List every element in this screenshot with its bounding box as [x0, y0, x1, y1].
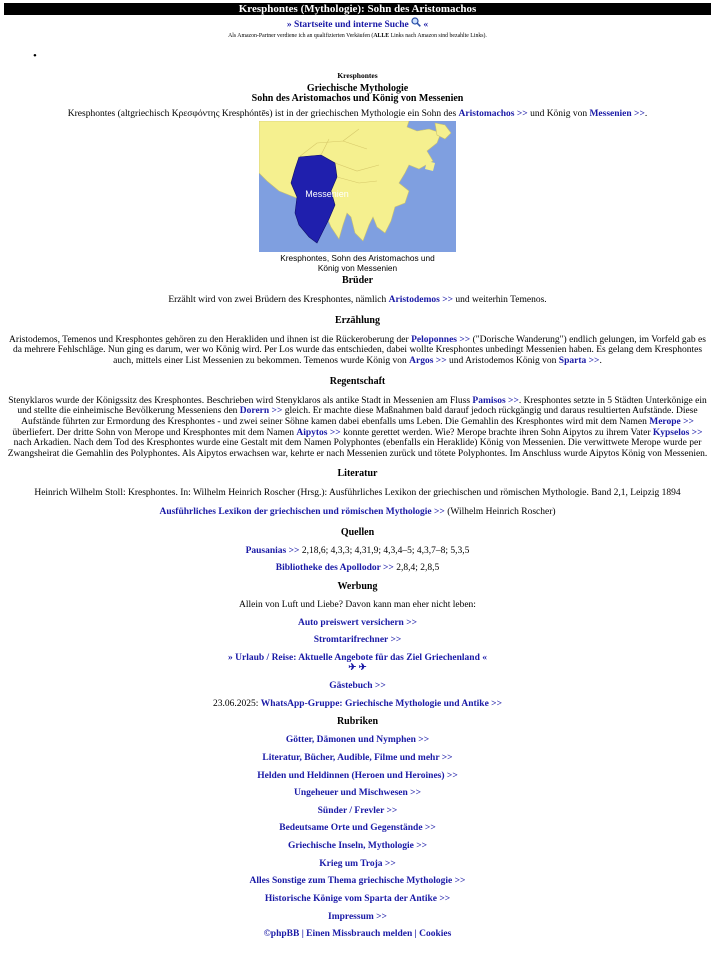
rubriken-list — [0, 735, 715, 922]
kypselos-link[interactable]: Kypselos >> — [652, 427, 703, 438]
aristomachos-link[interactable]: Aristomachos >> — [458, 108, 528, 119]
map-caption-line-2: König von Messenien — [317, 263, 398, 274]
whatsapp-link[interactable]: WhatsApp-Gruppe: Griechische Mythologie und Antike >> — [260, 698, 502, 709]
article-heading — [0, 84, 715, 104]
brueder-text-a: Erzählt wird von zwei Brüdern des Kresphontes, nämlich — [168, 295, 389, 306]
rubrik-orte-link[interactable]: Bedeutsame Orte und Gegenstände >> — [279, 823, 436, 834]
section-title-brueder: Brüder — [341, 275, 374, 287]
amazon-text-b: ALLE — [373, 32, 390, 39]
urlaub-left-marker: » — [228, 652, 233, 663]
argos-link[interactable]: Argos >> — [409, 356, 447, 366]
brueder-text-b: und weiterhin Temenos. — [453, 295, 547, 306]
magnifier-icon[interactable] — [411, 19, 423, 29]
section-title-werbung: Werbung — [337, 580, 378, 592]
article-kicker: Kresphontes — [337, 71, 378, 81]
section-title-quellen: Quellen — [340, 526, 375, 538]
dorern-link[interactable]: Dorern >> — [239, 406, 283, 417]
urlaub-link[interactable]: Urlaub / Reise: Aktuelle Angebote für das Ziel Griechenland — [235, 652, 480, 663]
impressum-link[interactable]: Impressum >> — [328, 911, 387, 922]
rubrik-item — [4, 894, 711, 905]
airplane-icons: ✈ ✈ — [348, 663, 367, 674]
lexikon-author: (Wilhelm Heinrich Roscher) — [444, 507, 556, 517]
home-search-link[interactable]: Startseite und interne Suche — [293, 20, 409, 30]
rubrik-item — [4, 788, 711, 799]
reg-text-d: überliefert. Der dritte Sohn von Merope und Kresphontes mit dem Namen — [12, 427, 297, 438]
erz-text-c: und Aristodemos König von — [446, 356, 559, 366]
merope-link[interactable]: Merope >> — [649, 416, 694, 427]
reg-text-e: konnte gerettet werden. Wie? Merope brachte ihren Sohn Aipytos zu ihrem Vater — [340, 427, 653, 438]
rubrik-sonstige-link[interactable]: Alles Sonstige zum Thema griechische Mythologie >> — [249, 876, 466, 887]
amazon-text-c: Links nach Amazon sind bezahlte Links). — [389, 32, 487, 39]
rubrik-literatur-link[interactable]: Literatur, Bücher, Audible, Filme und mehr >> — [262, 752, 453, 763]
stromtarif-link[interactable]: Stromtarifrechner >> — [313, 635, 402, 646]
regentschaft-paragraph — [4, 396, 711, 460]
report-abuse-link[interactable]: Einen Missbrauch melden — [306, 929, 413, 940]
rubrik-item — [4, 841, 711, 852]
reg-text-c: gleich. Er machte diese Maßnahmen bald darauf jedoch rückgängig und daraus resultierten Aufstände. Diese Aufstände führten zur Ermordung des Kresphontes - und zwei seiner Söhne kamen dabei ebenfalls ums Leben. Die Gemahlin des Kresphontes wird mit dem Namen — [21, 406, 698, 427]
lexikon-line — [4, 507, 711, 518]
intro-text-c: . — [644, 108, 648, 119]
erz-text-b: ("Dorische Wanderung") endlich gelungen, im Vorfeld gab es da mehrere Fehlschläge. Nun ging es darum, wer wo König wird. Per Los wurde das entschieden, dabei wollte Kresphontes unbedingt Messenien haben. Es gelang dem Kresphontes auch, mittels einer List Messenien zu bekommen. Temenos wurde König von — [12, 334, 706, 366]
page-title: Kresphontes (Mythologie): Sohn des Aristomachos — [4, 3, 711, 15]
section-title-literatur: Literatur — [337, 468, 378, 480]
urlaub-right-marker: « — [482, 652, 487, 663]
nav-left-marker: » — [286, 20, 292, 30]
amazon-text-a: Als Amazon-Partner verdiene ich an qualifizierten Verkäufen ( — [228, 32, 374, 39]
peloponnes-link[interactable]: Peloponnes >> — [411, 334, 471, 345]
literatur-line: Heinrich Wilhelm Stoll: Kresphontes. In: Wilhelm Heinrich Roscher (Hrsg.): Ausführliches Lexikon der griechischen und römischen Mythologie. Band 2,1, Leipzig 1894 — [34, 488, 681, 499]
aristodemos-link[interactable]: Aristodemos >> — [388, 295, 454, 306]
pausanias-refs: 2,18,6; 4,3,3; 4,31,9; 4,3,4–5; 4,3,7–8; 5,3,5 — [299, 545, 470, 556]
rubrik-item — [4, 912, 711, 923]
guestbook-line — [4, 681, 711, 692]
brueder-paragraph — [4, 295, 711, 306]
footer-separator: | — [299, 929, 307, 940]
section-title-erzaehlung: Erzählung — [334, 314, 380, 326]
footer-separator: | — [412, 929, 420, 940]
quelle-apollodor — [4, 563, 711, 574]
werbung-intro: Allein von Luft und Liebe? Davon kann man eher nicht leben: — [239, 599, 476, 610]
rubrik-item — [4, 823, 711, 834]
rubrik-item — [4, 735, 711, 746]
rubrik-item — [4, 753, 711, 764]
rubrik-item — [4, 859, 711, 870]
rubrik-item — [4, 771, 711, 782]
reg-text-f: nach Arkadien. Nach dem Tod des Kresphontes wurde eine Gestalt mit dem Namen Polyphontes (ebenfalls ein Heraklide) König von Messenien. Die verwittwete Merope wurde per Zwangsheirat die Gemahlin des Polyphontes. Als Aipytos erwachsen war, kehrte er nach Messenien zurück und tötete Polyphontes. Im Anschluss wurde Aipytos König von Messenien. — [7, 438, 708, 459]
messenia-map — [259, 121, 456, 252]
rubrik-sparta-link[interactable]: Historische Könige vom Sparta der Antike >> — [264, 893, 451, 904]
ad-urlaub — [4, 653, 711, 664]
rubrik-item — [4, 876, 711, 887]
reg-text-a: Stenyklaros wurde der Königssitz des Kresphontes. Beschrieben wird Stenyklaros als antike Stadt in Messenien am Fluss — [8, 395, 473, 406]
rubrik-goetter-link[interactable]: Götter, Dämonen und Nymphen >> — [285, 735, 430, 746]
apollodor-link[interactable]: Bibliotheke des Apollodor >> — [275, 563, 394, 574]
whatsapp-line — [4, 699, 711, 710]
rubrik-ungeheuer-link[interactable]: Ungeheuer und Mischwesen >> — [293, 788, 422, 799]
rubrik-suender-link[interactable]: Sünder / Frevler >> — [317, 805, 398, 816]
guestbook-link[interactable]: Gästebuch >> — [329, 681, 386, 691]
apollodor-refs: 2,8,4; 2,8,5 — [393, 563, 440, 574]
section-title-regentschaft: Regentschaft — [329, 375, 386, 387]
rubrik-helden-link[interactable]: Helden und Heldinnen (Heroen und Heroines) >> — [257, 770, 458, 781]
whatsapp-date: 23.06.2025: — [213, 698, 261, 709]
sparta-link[interactable]: Sparta >> — [558, 356, 600, 366]
airplane-icon — [4, 663, 711, 674]
cookies-link[interactable]: Cookies — [419, 929, 452, 940]
erz-text-a: Aristodemos, Temenos und Kresphontes gehören zu den Herakliden und ihnen ist die Rückeroberung der — [9, 334, 412, 345]
heading-line-2: Sohn des Aristomachos und König von Messenien — [251, 92, 464, 104]
section-title-rubriken: Rubriken — [336, 716, 379, 728]
rubrik-inseln-link[interactable]: Griechische Inseln, Mythologie >> — [287, 841, 428, 851]
messenien-link[interactable]: Messenien >> — [589, 108, 645, 119]
amazon-disclaimer — [0, 33, 715, 39]
pausanias-link[interactable]: Pausanias >> — [245, 545, 300, 556]
heading-line-1: Griechische Mythologie — [306, 82, 409, 94]
quelle-pausanias — [4, 546, 711, 557]
map-caption-line-1: Kresphontes, Sohn des Aristomachos und — [280, 253, 435, 264]
lexikon-link[interactable]: Ausführliches Lexikon der griechischen und römischen Mythologie >> — [159, 507, 445, 517]
map-caption — [0, 253, 715, 273]
auto-versichern-link[interactable]: Auto preiswert versichern >> — [297, 617, 418, 628]
ad-auto — [4, 618, 711, 629]
ad-strom — [4, 635, 711, 646]
erzaehlung-paragraph — [4, 335, 711, 367]
pamisos-link[interactable]: Pamisos >> — [472, 395, 519, 406]
rubrik-item — [4, 806, 711, 817]
intro-text-b: und König von — [527, 108, 590, 119]
rubrik-troja-link[interactable]: Krieg um Troja >> — [319, 858, 396, 869]
nav-right-marker: « — [423, 20, 429, 30]
intro-text-a: Kresphontes (altgriechisch Κρεσφόντης Kresphóntēs) ist in der griechischen Mythologie ein Sohn des — [67, 108, 459, 119]
top-nav — [0, 17, 715, 31]
footer — [4, 929, 711, 940]
reg-text-b: . Kresphontes setzte in 5 Städten Unterkönige ein und stellte die einheimische Bevölkerung Messeniens den — [17, 395, 707, 417]
map-label-messenien: Messenien — [305, 189, 349, 200]
aipytos-link[interactable]: Aipytos >> — [296, 427, 341, 438]
phpbb-link[interactable]: ©phpBB — [263, 929, 300, 940]
intro-paragraph — [4, 109, 711, 120]
erz-text-d: . — [599, 356, 602, 366]
empty-list-bullet: • — [33, 50, 37, 63]
